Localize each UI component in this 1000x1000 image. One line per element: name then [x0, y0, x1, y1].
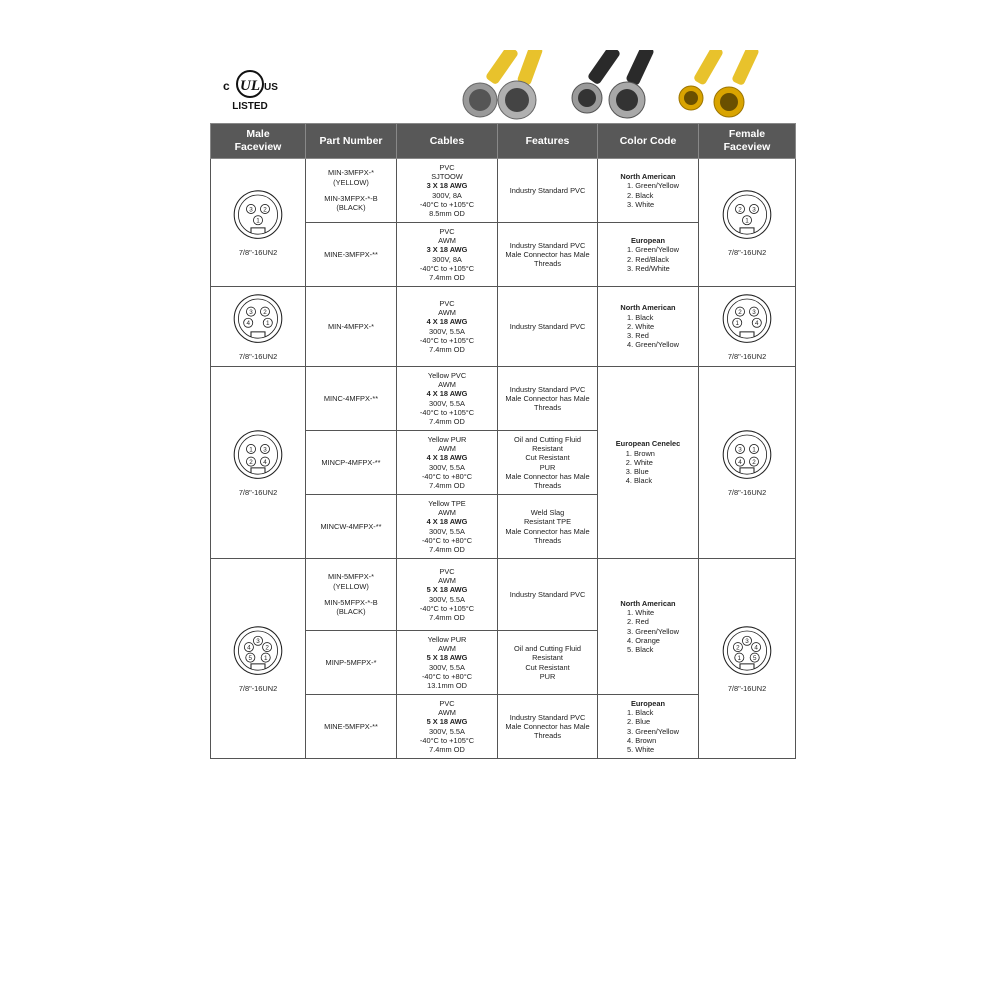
- cell-line: PVC: [439, 698, 455, 708]
- table-row: [211, 559, 796, 631]
- cell-line: Threads: [533, 731, 562, 741]
- male-faceview-cell: [211, 559, 306, 759]
- cell-line: 300V, 5.5A: [429, 398, 465, 408]
- cell-line: (BLACK): [336, 607, 366, 617]
- cell-line: AWM: [438, 379, 456, 389]
- cell-line: Oil and Cutting Fluid: [514, 643, 581, 653]
- wire-color-item: 2. White: [625, 457, 653, 467]
- cell-line: MINE-3MFPX-**: [324, 249, 378, 259]
- cell-line: Male Connector has Male: [505, 471, 590, 481]
- cables-cell: [397, 159, 498, 223]
- cell-line: Threads: [533, 481, 562, 491]
- cables-cell: [397, 695, 498, 759]
- cell-line: MIN-3MFPX-*-B: [324, 194, 378, 203]
- color-code-cell: [598, 695, 699, 759]
- cables-cell: [397, 287, 498, 367]
- cell-line: MIN-5MFPX-*-B: [324, 598, 378, 607]
- svg-text:US: US: [264, 82, 278, 93]
- color-code-cell: [598, 367, 699, 559]
- cell-line: (YELLOW): [333, 581, 369, 591]
- pin-label: 1: [752, 446, 756, 454]
- wire-color-item: 3. Red/White: [627, 263, 670, 273]
- cell-line: Resistant: [532, 443, 563, 453]
- cell-line: AWM: [438, 643, 456, 653]
- cell-line: -40°C to +105°C: [419, 407, 475, 417]
- pin-label: 5: [248, 654, 253, 662]
- color-code-cell: [598, 159, 699, 223]
- part-number-cell: [306, 495, 397, 559]
- black-pvc-cables-photo: [567, 50, 667, 120]
- pin-label: 3: [745, 637, 749, 645]
- cell-line: AWM: [438, 235, 456, 245]
- male-faceview: [214, 292, 302, 361]
- female-faceview: [702, 188, 792, 257]
- thread-spec: 7/8"-16UN2: [238, 683, 278, 693]
- wire-color-item: 1. Black: [627, 312, 654, 322]
- pin-label: 5: [752, 654, 757, 662]
- pin-label: 2: [263, 308, 267, 316]
- cell-line: PUR: [539, 462, 556, 472]
- cell-line: 4 X 18 AWG: [426, 317, 468, 327]
- thread-spec: 7/8"-16UN2: [238, 247, 278, 257]
- thread-spec: 7/8"-16UN2: [727, 247, 767, 257]
- pin-label: 1: [249, 446, 253, 454]
- cell-line: MINC-4MFPX-**: [323, 393, 379, 403]
- cables-cell: [397, 431, 498, 495]
- header-features: Features: [498, 124, 598, 159]
- cell-line: 7.4mm OD: [429, 745, 465, 755]
- color-code-cell: [598, 223, 699, 287]
- wire-color-item: 2. Blue: [627, 717, 651, 727]
- wire-color-item: 3. Red: [627, 331, 649, 341]
- thread-spec: 7/8"-16UN2: [727, 487, 767, 497]
- cables-cell: [397, 367, 498, 431]
- cell-line: PUR: [539, 671, 556, 681]
- female-pin-diagram: [719, 428, 775, 484]
- cell-line: 300V, 5.5A: [429, 526, 465, 536]
- features-cell: [498, 695, 598, 759]
- pin-label: 4: [738, 458, 742, 466]
- svg-text:UL: UL: [240, 78, 260, 94]
- cell-line: Resistant: [532, 653, 563, 663]
- cell-line: 300V, 5.5A: [429, 662, 465, 672]
- wire-color-item: 4. Black: [625, 476, 653, 486]
- wire-color-item: 5. Black: [627, 645, 654, 655]
- cell-line: 300V, 8A: [432, 254, 462, 264]
- color-code-cell: [598, 559, 699, 695]
- cell-line: -40°C to +80°C: [421, 471, 473, 481]
- cell-line: 5 X 18 AWG: [426, 653, 468, 663]
- color-standard-title: European: [630, 698, 666, 708]
- wire-color-item: 3. Green/Yellow: [627, 626, 679, 636]
- part-number-cell: [306, 631, 397, 695]
- wire-color-item: 1. Green/Yellow: [627, 245, 679, 255]
- female-pin-diagram: [719, 188, 775, 244]
- cables-cell: [397, 559, 498, 631]
- cell-line: PVC: [439, 162, 455, 172]
- pin-label: 3: [256, 637, 260, 645]
- table-row: [211, 287, 796, 367]
- pin-label: 4: [755, 319, 759, 327]
- features-cell: [498, 495, 598, 559]
- cell-line: 5 X 18 AWG: [426, 717, 468, 727]
- cables-cell: [397, 223, 498, 287]
- color-code-list: [617, 599, 679, 655]
- cell-line: Yellow PVC: [427, 370, 467, 380]
- header-color-code: Color Code: [598, 124, 699, 159]
- cell-line: MINP-5MFPX-*: [325, 657, 377, 667]
- yellow-pvc-cables-photo: [455, 50, 555, 120]
- cell-line: MINCW-4MFPX-**: [320, 521, 382, 531]
- wire-color-item: 2. White: [627, 321, 655, 331]
- pin-label: 4: [246, 319, 250, 327]
- female-faceview: [702, 428, 792, 497]
- table-row: [211, 367, 796, 431]
- cell-line: 4 X 18 AWG: [426, 389, 468, 399]
- cell-line: [309, 591, 393, 598]
- pin-label: 1: [256, 217, 260, 225]
- pin-label: 4: [263, 458, 267, 466]
- wire-color-item: 5. White: [627, 745, 655, 755]
- part-number-cell: [306, 559, 397, 631]
- pin-label: 2: [738, 308, 742, 316]
- color-code-list: [617, 236, 679, 273]
- cell-line: Male Connector has Male: [505, 721, 590, 731]
- male-faceview-cell: [211, 367, 306, 559]
- cell-line: Cut Resistant: [525, 662, 570, 672]
- pin-label: 4: [247, 644, 251, 652]
- cell-line: Threads: [533, 535, 562, 545]
- connector-spec-table: [210, 123, 796, 759]
- pin-label: 3: [249, 206, 253, 214]
- wire-color-item: 3. Green/Yellow: [627, 726, 679, 736]
- cell-line: 300V, 5.5A: [429, 462, 465, 472]
- cell-line: MIN-3MFPX-*: [328, 168, 374, 178]
- cell-line: AWM: [438, 575, 456, 585]
- wire-color-item: 1. Green/Yellow: [627, 181, 679, 191]
- wire-color-item: 3. White: [627, 199, 655, 209]
- pin-label: 2: [736, 644, 740, 652]
- header-cables: Cables: [397, 124, 498, 159]
- wire-color-item: 1. Black: [627, 707, 654, 717]
- pin-label: 3: [752, 206, 756, 214]
- header-male-faceview: Male Faceview: [211, 124, 306, 159]
- cell-line: -40°C to +105°C: [419, 603, 475, 613]
- color-code-cell: [598, 287, 699, 367]
- wire-color-item: 2. Black: [627, 190, 654, 200]
- pin-label: 3: [263, 446, 267, 454]
- wire-color-item: 4. Orange: [627, 635, 660, 645]
- features-cell: [498, 431, 598, 495]
- color-code-list: [617, 699, 679, 755]
- cell-line: 5 X 18 AWG: [426, 585, 468, 595]
- female-faceview-cell: [699, 367, 796, 559]
- part-number-cell: [306, 695, 397, 759]
- color-standard-title: European: [630, 235, 666, 245]
- cell-line: Yellow PUR: [427, 434, 467, 444]
- cell-line: [309, 187, 393, 194]
- cell-line: Industry Standard PVC: [509, 712, 586, 722]
- pin-label: 2: [263, 206, 267, 214]
- svg-text:c: c: [223, 79, 230, 93]
- male-faceview: [214, 428, 302, 497]
- cell-line: 4 X 18 AWG: [426, 453, 468, 463]
- cell-line: Cut Resistant: [525, 453, 570, 463]
- wire-color-item: 1. Brown: [625, 448, 655, 458]
- cell-line: Industry Standard PVC: [509, 321, 586, 331]
- male-pin-diagram: [230, 188, 286, 244]
- cell-line: PVC: [439, 566, 455, 576]
- cell-line: MINE-5MFPX-**: [324, 721, 378, 731]
- wire-color-item: 3. Blue: [625, 467, 649, 477]
- features-cell: [498, 287, 598, 367]
- pin-label: 1: [266, 319, 270, 327]
- cell-line: -40°C to +105°C: [419, 199, 475, 209]
- cell-line: (BLACK): [336, 203, 366, 213]
- cell-line: AWM: [438, 507, 456, 517]
- pin-label: 2: [265, 644, 269, 652]
- male-faceview-cell: [211, 159, 306, 287]
- cell-line: 7.4mm OD: [429, 417, 465, 427]
- female-faceview: [702, 292, 792, 361]
- thread-spec: 7/8"-16UN2: [727, 683, 767, 693]
- svg-text:LISTED: LISTED: [232, 101, 268, 112]
- cell-line: 300V, 5.5A: [429, 326, 465, 336]
- color-standard-title: North American: [620, 303, 676, 313]
- pin-label: 2: [752, 458, 756, 466]
- features-cell: [498, 159, 598, 223]
- cell-line: Male Connector has Male: [505, 526, 590, 536]
- wire-color-item: 2. Red: [627, 617, 649, 627]
- pin-label: 2: [738, 206, 742, 214]
- cell-line: Oil and Cutting Fluid: [514, 434, 581, 444]
- cell-line: 7.4mm OD: [429, 345, 465, 355]
- female-faceview-cell: [699, 559, 796, 759]
- cell-line: MIN-4MFPX-*: [328, 321, 374, 331]
- cell-line: Yellow TPE: [428, 498, 466, 508]
- cell-line: AWM: [438, 307, 456, 317]
- cell-line: 300V, 8A: [432, 190, 462, 200]
- features-cell: [498, 631, 598, 695]
- header-part-number: Part Number: [306, 124, 397, 159]
- cell-line: MIN-5MFPX-*: [328, 572, 374, 582]
- female-pin-diagram: [719, 292, 775, 348]
- part-number-cell: [306, 223, 397, 287]
- features-cell: [498, 223, 598, 287]
- part-number-cell: [306, 159, 397, 223]
- cell-line: MINCP-4MFPX-**: [321, 457, 381, 467]
- cell-line: 7.4mm OD: [429, 273, 465, 283]
- ul-listed-logo: [218, 64, 282, 112]
- cell-line: Threads: [533, 259, 562, 269]
- wire-color-item: 2. Red/Black: [627, 254, 669, 264]
- female-faceview-cell: [699, 287, 796, 367]
- cell-line: 300V, 5.5A: [429, 594, 465, 604]
- pin-label: 3: [249, 308, 253, 316]
- female-pin-diagram: [719, 624, 775, 680]
- cell-line: 13.1mm OD: [427, 681, 467, 691]
- cell-line: -40°C to +80°C: [421, 535, 473, 545]
- cell-line: AWM: [438, 443, 456, 453]
- color-standard-title: North American: [620, 598, 676, 608]
- cell-line: -40°C to +80°C: [421, 671, 473, 681]
- cell-line: Industry Standard PVC: [509, 589, 586, 599]
- pin-label: 1: [735, 319, 739, 327]
- male-faceview: [214, 624, 302, 693]
- table-header-row: [211, 124, 796, 159]
- cell-line: Threads: [533, 403, 562, 413]
- male-faceview-cell: [211, 287, 306, 367]
- cell-line: 7.4mm OD: [429, 481, 465, 491]
- cell-line: 4 X 18 AWG: [426, 517, 468, 527]
- male-pin-diagram: [230, 292, 286, 348]
- part-number-cell: [306, 287, 397, 367]
- cell-line: -40°C to +105°C: [419, 335, 475, 345]
- male-pin-diagram: [230, 624, 286, 680]
- female-faceview-cell: [699, 159, 796, 287]
- cables-cell: [397, 631, 498, 695]
- pin-label: 1: [745, 217, 749, 225]
- cell-line: Yellow PUR: [427, 634, 467, 644]
- cell-line: AWM: [438, 707, 456, 717]
- color-code-list: [617, 172, 679, 209]
- cell-line: 3 X 18 AWG: [426, 245, 468, 255]
- pin-label: 3: [752, 308, 756, 316]
- cell-line: Male Connector has Male: [505, 393, 590, 403]
- part-number-cell: [306, 431, 397, 495]
- cell-line: SJTOOW: [431, 171, 463, 181]
- cables-cell: [397, 495, 498, 559]
- color-standard-title: European Cenelec: [615, 439, 681, 449]
- female-faceview: [702, 624, 792, 693]
- thread-spec: 7/8"-16UN2: [238, 487, 278, 497]
- cell-line: -40°C to +105°C: [419, 735, 475, 745]
- male-faceview: [214, 188, 302, 257]
- cell-line: 300V, 5.5A: [429, 726, 465, 736]
- cell-line: Industry Standard PVC: [509, 240, 586, 250]
- color-code-list: [616, 439, 680, 485]
- cell-line: 3 X 18 AWG: [426, 181, 468, 191]
- wire-color-item: 4. Green/Yellow: [627, 340, 679, 350]
- cell-line: PVC: [439, 226, 455, 236]
- cell-line: Industry Standard PVC: [509, 185, 586, 195]
- pin-label: 1: [263, 654, 268, 662]
- cell-line: PVC: [439, 298, 455, 308]
- cell-line: Industry Standard PVC: [509, 384, 586, 394]
- cell-line: Male Connector has Male: [505, 249, 590, 259]
- header-female-faceview: Female Faceview: [699, 124, 796, 159]
- thread-spec: 7/8"-16UN2: [727, 351, 767, 361]
- cell-line: 7.4mm OD: [429, 613, 465, 623]
- yellow-tpe-cables-photo: [677, 50, 767, 120]
- cell-line: 8.5mm OD: [429, 209, 465, 219]
- cell-line: Resistant TPE: [523, 517, 572, 527]
- cell-line: Weld Slag: [530, 507, 565, 517]
- part-number-cell: [306, 367, 397, 431]
- cell-line: -40°C to +105°C: [419, 263, 475, 273]
- color-code-list: [617, 303, 679, 349]
- wire-color-item: 4. Brown: [627, 735, 657, 745]
- features-cell: [498, 559, 598, 631]
- table-row: [211, 159, 796, 223]
- pin-label: 1: [737, 654, 742, 662]
- features-cell: [498, 367, 598, 431]
- pin-label: 4: [754, 644, 758, 652]
- wire-color-item: 1. White: [627, 607, 655, 617]
- pin-label: 3: [738, 446, 742, 454]
- color-standard-title: North American: [620, 171, 676, 181]
- pin-label: 2: [249, 458, 253, 466]
- cell-line: 7.4mm OD: [429, 545, 465, 555]
- thread-spec: 7/8"-16UN2: [238, 351, 278, 361]
- male-pin-diagram: [230, 428, 286, 484]
- cell-line: (YELLOW): [333, 177, 369, 187]
